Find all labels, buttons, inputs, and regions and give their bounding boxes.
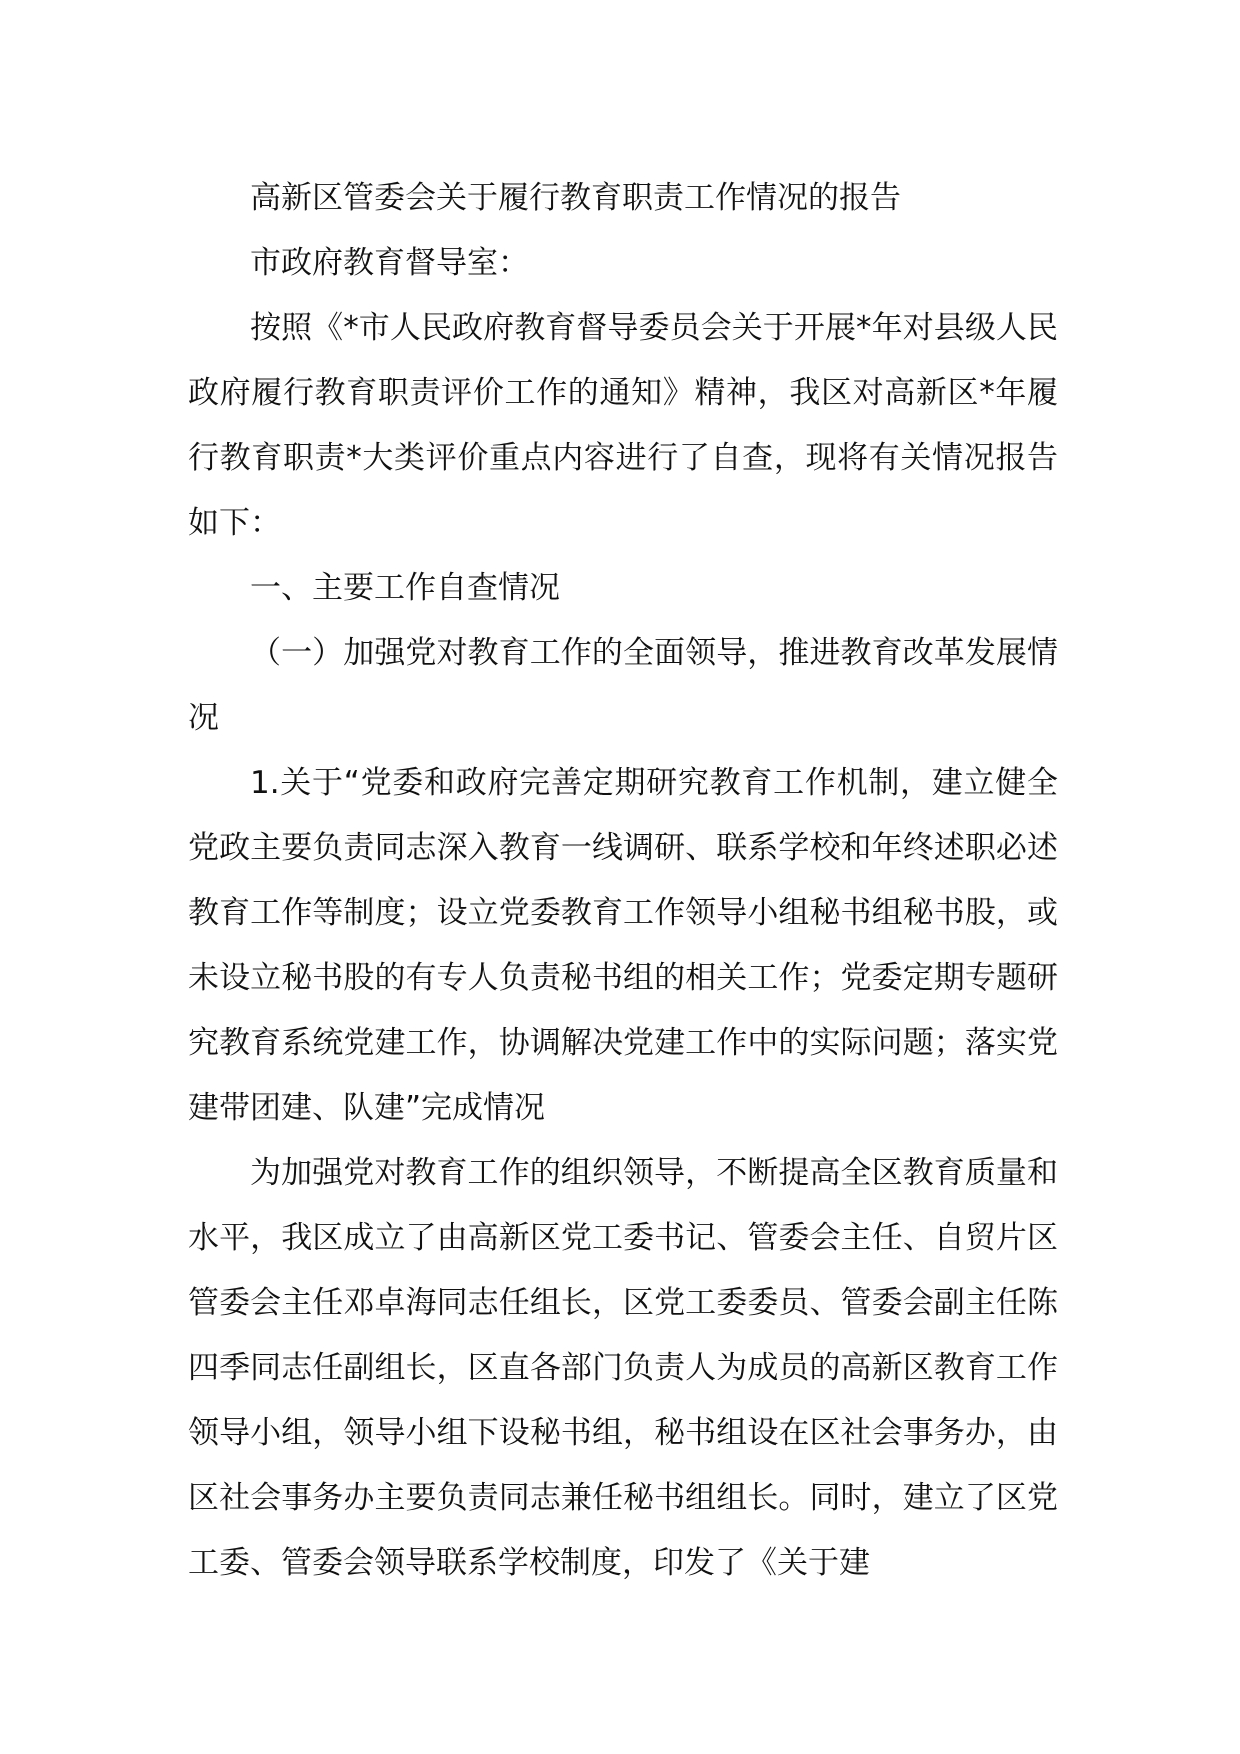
document-body — [188, 166, 1058, 1596]
item-heading-1: 1.关于“党委和政府完善定期研究教育工作机制，建立健全党政主要负责同志深入教育一线调研、联系学校和年终述职必述教育工作等制度；设立党委教育工作领导小组秘书组秘书股，或未设立秘书股的有专人负责秘书组的相关工作；党委定期专题研究教育系统党建工作，协调解决党建工作中的实际问题；落实党建带团建、队建”完成情况 — [188, 765, 1058, 1126]
addressee: 市政府教育督导室： — [250, 245, 529, 281]
paragraph-body: 为加强党对教育工作的组织领导，不断提高全区教育质量和水平，我区成立了由高新区党工委书记、管委会主任、自贸片区管委会主任邓卓海同志任组长，区党工委委员、管委会副主任陈四季同志任副组长，区直各部门负责人为成员的高新区教育工作领导小组，领导小组下设秘书组，秘书组设在区社会事务办，由区社会事务办主要负责同志兼任秘书组组长。同时，建立了区党工委、管委会领导联系学校制度，印发了《关于建 — [188, 1155, 1058, 1581]
paragraph-intro: 按照《*市人民政府教育督导委员会关于开展*年对县级人民政府履行教育职责评价工作的通知》精神，我区对高新区*年履行教育职责*大类评价重点内容进行了自查，现将有关情况报告如下： — [188, 310, 1058, 541]
section-heading-1: 一、主要工作自查情况 — [250, 570, 560, 606]
document-title: 高新区管委会关于履行教育职责工作情况的报告 — [250, 180, 901, 216]
subsection-heading-1: （一）加强党对教育工作的全面领导，推进教育改革发展情况 — [188, 635, 1058, 736]
